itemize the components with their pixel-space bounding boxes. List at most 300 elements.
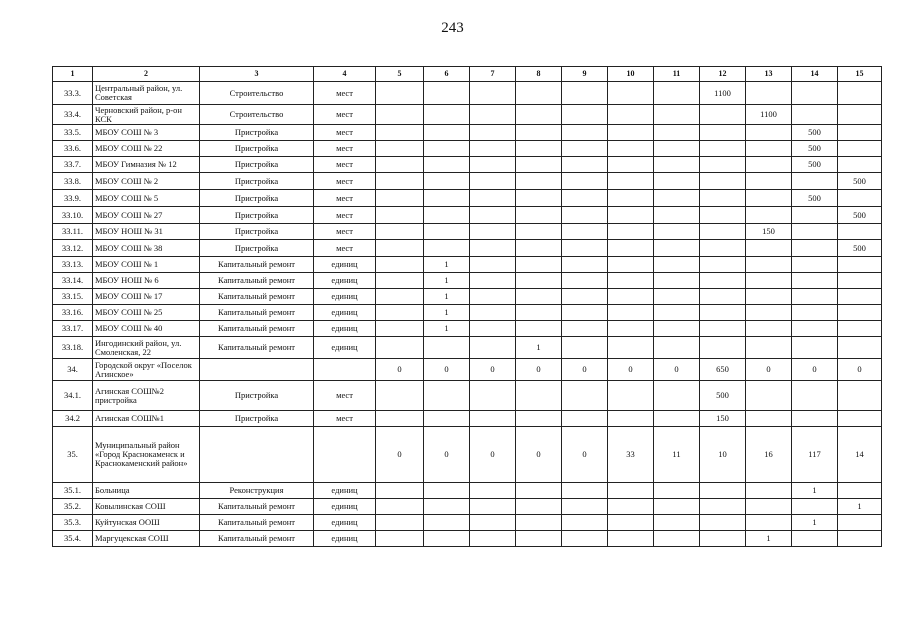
value-cell: 16 [746, 427, 792, 483]
value-cell [608, 105, 654, 125]
value-cell: 500 [838, 173, 882, 190]
table-row [53, 273, 882, 289]
table-row [53, 483, 882, 499]
work-type-cell [200, 427, 314, 483]
column-header: 1 [53, 67, 93, 82]
value-cell [470, 337, 516, 359]
value-cell [700, 173, 746, 190]
value-cell [424, 190, 470, 207]
value-cell: 0 [424, 427, 470, 483]
value-cell [516, 257, 562, 273]
value-cell [562, 305, 608, 321]
value-cell [700, 125, 746, 141]
value-cell [470, 173, 516, 190]
unit-cell: единиц [314, 515, 376, 531]
value-cell [516, 273, 562, 289]
row-number-cell: 34.1. [53, 381, 93, 411]
object-name-cell: Маргуцекская СОШ [93, 531, 200, 547]
value-cell [470, 125, 516, 141]
value-cell [654, 531, 700, 547]
value-cell: 1 [424, 257, 470, 273]
value-cell [838, 224, 882, 240]
table-row [53, 337, 882, 359]
object-name-cell: МБОУ НОШ № 6 [93, 273, 200, 289]
value-cell [700, 321, 746, 337]
value-cell [470, 411, 516, 427]
value-cell [746, 257, 792, 273]
value-cell [376, 141, 424, 157]
value-cell [562, 240, 608, 257]
value-cell [700, 240, 746, 257]
value-cell [746, 240, 792, 257]
table-row [53, 305, 882, 321]
value-cell [608, 515, 654, 531]
value-cell [838, 157, 882, 173]
value-cell [608, 141, 654, 157]
value-cell [654, 411, 700, 427]
work-type-cell: Пристройка [200, 141, 314, 157]
value-cell [700, 157, 746, 173]
value-cell [376, 321, 424, 337]
value-cell [562, 381, 608, 411]
unit-cell: единиц [314, 499, 376, 515]
row-number-cell: 33.6. [53, 141, 93, 157]
value-cell [562, 190, 608, 207]
column-header: 4 [314, 67, 376, 82]
value-cell: 1 [424, 289, 470, 305]
value-cell [608, 173, 654, 190]
value-cell: 1 [746, 531, 792, 547]
object-name-cell: МБОУ СОШ № 2 [93, 173, 200, 190]
value-cell [424, 82, 470, 105]
object-name-cell: Центральный район, ул. Советская [93, 82, 200, 105]
work-type-cell: Капитальный ремонт [200, 531, 314, 547]
value-cell: 14 [838, 427, 882, 483]
value-cell [746, 207, 792, 224]
work-type-cell: Строительство [200, 82, 314, 105]
object-name-cell: МБОУ СОШ № 3 [93, 125, 200, 141]
value-cell [608, 190, 654, 207]
value-cell [792, 531, 838, 547]
value-cell [654, 190, 700, 207]
value-cell [562, 531, 608, 547]
value-cell [700, 207, 746, 224]
value-cell [562, 173, 608, 190]
value-cell [470, 190, 516, 207]
work-type-cell: Пристройка [200, 224, 314, 240]
value-cell [838, 515, 882, 531]
value-cell [470, 321, 516, 337]
value-cell: 0 [838, 359, 882, 381]
value-cell: 150 [746, 224, 792, 240]
value-cell [516, 531, 562, 547]
column-header: 8 [516, 67, 562, 82]
value-cell: 500 [792, 141, 838, 157]
value-cell [470, 531, 516, 547]
table-row [53, 411, 882, 427]
value-cell [746, 190, 792, 207]
value-cell [792, 224, 838, 240]
value-cell [746, 499, 792, 515]
unit-cell: мест [314, 157, 376, 173]
work-type-cell: Капитальный ремонт [200, 289, 314, 305]
value-cell [746, 273, 792, 289]
value-cell [516, 411, 562, 427]
value-cell [838, 411, 882, 427]
object-name-cell: МБОУ СОШ № 22 [93, 141, 200, 157]
object-name-cell: Муниципальный район «Город Краснокаменск и Краснокаменский район» [93, 427, 200, 483]
value-cell [792, 257, 838, 273]
object-name-cell: Агинская СОШ№1 [93, 411, 200, 427]
value-cell [608, 381, 654, 411]
work-type-cell: Капитальный ремонт [200, 257, 314, 273]
value-cell: 150 [700, 411, 746, 427]
value-cell [792, 499, 838, 515]
value-cell [654, 499, 700, 515]
value-cell [700, 515, 746, 531]
value-cell [838, 289, 882, 305]
value-cell [516, 499, 562, 515]
value-cell [792, 411, 838, 427]
value-cell [562, 125, 608, 141]
row-number-cell: 33.15. [53, 289, 93, 305]
table-row [53, 257, 882, 273]
row-number-cell: 33.13. [53, 257, 93, 273]
value-cell [654, 125, 700, 141]
value-cell [424, 173, 470, 190]
work-type-cell: Капитальный ремонт [200, 321, 314, 337]
work-type-cell: Капитальный ремонт [200, 273, 314, 289]
value-cell [838, 531, 882, 547]
value-cell: 0 [746, 359, 792, 381]
value-cell [838, 381, 882, 411]
value-cell: 0 [608, 359, 654, 381]
value-cell [654, 105, 700, 125]
value-cell [654, 273, 700, 289]
value-cell [792, 240, 838, 257]
value-cell [516, 483, 562, 499]
value-cell [424, 141, 470, 157]
value-cell [654, 483, 700, 499]
value-cell [746, 515, 792, 531]
value-cell [562, 157, 608, 173]
value-cell: 11 [654, 427, 700, 483]
table-row [53, 157, 882, 173]
table-row [53, 499, 882, 515]
header-row [53, 67, 882, 82]
value-cell [516, 82, 562, 105]
value-cell: 10 [700, 427, 746, 483]
value-cell [376, 531, 424, 547]
object-name-cell: МБОУ СОШ № 27 [93, 207, 200, 224]
value-cell [470, 105, 516, 125]
value-cell [516, 381, 562, 411]
value-cell [700, 305, 746, 321]
value-cell [516, 305, 562, 321]
object-name-cell: Ингодинский район, ул. Смоленская, 22 [93, 337, 200, 359]
value-cell [746, 289, 792, 305]
value-cell [654, 224, 700, 240]
work-type-cell: Строительство [200, 105, 314, 125]
column-header: 7 [470, 67, 516, 82]
value-cell [376, 157, 424, 173]
value-cell [838, 190, 882, 207]
value-cell [700, 337, 746, 359]
value-cell [608, 289, 654, 305]
value-cell [838, 141, 882, 157]
value-cell: 1 [792, 515, 838, 531]
value-cell [470, 224, 516, 240]
value-cell [746, 381, 792, 411]
value-cell [608, 483, 654, 499]
value-cell [700, 273, 746, 289]
row-number-cell: 33.12. [53, 240, 93, 257]
value-cell [376, 173, 424, 190]
value-cell [516, 515, 562, 531]
value-cell [562, 411, 608, 427]
value-cell [838, 321, 882, 337]
value-cell [470, 240, 516, 257]
value-cell [746, 337, 792, 359]
unit-cell: мест [314, 173, 376, 190]
value-cell [470, 207, 516, 224]
table-row [53, 359, 882, 381]
unit-cell: мест [314, 82, 376, 105]
value-cell [424, 381, 470, 411]
value-cell [792, 105, 838, 125]
table-row [53, 190, 882, 207]
column-header: 3 [200, 67, 314, 82]
table-row [53, 240, 882, 257]
unit-cell: мест [314, 381, 376, 411]
unit-cell: мест [314, 207, 376, 224]
value-cell [470, 141, 516, 157]
value-cell [792, 305, 838, 321]
unit-cell: единиц [314, 321, 376, 337]
row-number-cell: 33.4. [53, 105, 93, 125]
row-number-cell: 33.10. [53, 207, 93, 224]
value-cell [700, 531, 746, 547]
value-cell [516, 141, 562, 157]
unit-cell: мест [314, 190, 376, 207]
value-cell [424, 411, 470, 427]
value-cell [562, 321, 608, 337]
value-cell [376, 190, 424, 207]
value-cell: 500 [792, 125, 838, 141]
value-cell [424, 240, 470, 257]
table-row [53, 82, 882, 105]
value-cell [700, 257, 746, 273]
column-header: 5 [376, 67, 424, 82]
unit-cell: мест [314, 105, 376, 125]
value-cell: 0 [654, 359, 700, 381]
value-cell: 0 [516, 427, 562, 483]
value-cell [654, 257, 700, 273]
table-row [53, 289, 882, 305]
value-cell [516, 173, 562, 190]
value-cell [516, 190, 562, 207]
value-cell: 1 [838, 499, 882, 515]
value-cell: 0 [424, 359, 470, 381]
object-name-cell: МБОУ СОШ № 17 [93, 289, 200, 305]
unit-cell [314, 359, 376, 381]
value-cell [700, 141, 746, 157]
value-cell [562, 207, 608, 224]
value-cell [792, 273, 838, 289]
value-cell: 1 [424, 273, 470, 289]
object-name-cell: Ковылинская СОШ [93, 499, 200, 515]
value-cell [562, 483, 608, 499]
value-cell [700, 483, 746, 499]
value-cell [470, 305, 516, 321]
value-cell [376, 240, 424, 257]
row-number-cell: 33.16. [53, 305, 93, 321]
unit-cell: мест [314, 125, 376, 141]
value-cell [838, 305, 882, 321]
value-cell [424, 207, 470, 224]
value-cell [424, 157, 470, 173]
value-cell [562, 224, 608, 240]
value-cell [424, 531, 470, 547]
value-cell [792, 321, 838, 337]
value-cell [376, 273, 424, 289]
value-cell [838, 82, 882, 105]
value-cell [608, 305, 654, 321]
unit-cell: единиц [314, 483, 376, 499]
unit-cell: единиц [314, 257, 376, 273]
work-type-cell: Пристройка [200, 240, 314, 257]
value-cell [424, 515, 470, 531]
object-name-cell: МБОУ СОШ № 5 [93, 190, 200, 207]
value-cell [792, 173, 838, 190]
value-cell: 0 [562, 427, 608, 483]
object-name-cell: МБОУ СОШ № 38 [93, 240, 200, 257]
table-row [53, 125, 882, 141]
value-cell [376, 499, 424, 515]
value-cell: 500 [792, 157, 838, 173]
column-header: 2 [93, 67, 200, 82]
value-cell [838, 105, 882, 125]
value-cell [424, 224, 470, 240]
value-cell [746, 173, 792, 190]
value-cell [470, 273, 516, 289]
value-cell [562, 515, 608, 531]
value-cell [838, 125, 882, 141]
value-cell: 500 [792, 190, 838, 207]
value-cell [608, 125, 654, 141]
work-type-cell: Капитальный ремонт [200, 499, 314, 515]
value-cell [376, 224, 424, 240]
work-type-cell: Пристройка [200, 173, 314, 190]
value-cell [562, 337, 608, 359]
row-number-cell: 35. [53, 427, 93, 483]
row-number-cell: 33.18. [53, 337, 93, 359]
value-cell [608, 531, 654, 547]
row-number-cell: 33.17. [53, 321, 93, 337]
page-number: 243 [441, 20, 464, 36]
value-cell [654, 240, 700, 257]
value-cell [838, 337, 882, 359]
unit-cell: единиц [314, 273, 376, 289]
value-cell: 650 [700, 359, 746, 381]
unit-cell: мест [314, 411, 376, 427]
value-cell [470, 515, 516, 531]
object-name-cell: МБОУ Гимназия № 12 [93, 157, 200, 173]
value-cell [792, 289, 838, 305]
value-cell [746, 141, 792, 157]
row-number-cell: 35.3. [53, 515, 93, 531]
work-type-cell: Пристройка [200, 157, 314, 173]
value-cell: 1 [516, 337, 562, 359]
value-cell [792, 82, 838, 105]
value-cell [792, 337, 838, 359]
value-cell [376, 381, 424, 411]
value-cell [562, 499, 608, 515]
value-cell [516, 321, 562, 337]
value-cell [700, 190, 746, 207]
value-cell [654, 515, 700, 531]
value-cell [654, 289, 700, 305]
value-cell [700, 289, 746, 305]
column-header: 12 [700, 67, 746, 82]
object-name-cell: МБОУ НОШ № 31 [93, 224, 200, 240]
value-cell [376, 483, 424, 499]
value-cell: 500 [838, 207, 882, 224]
row-number-cell: 33.5. [53, 125, 93, 141]
unit-cell: мест [314, 224, 376, 240]
value-cell [608, 499, 654, 515]
object-name-cell: МБОУ СОШ № 25 [93, 305, 200, 321]
table-row [53, 427, 882, 483]
row-number-cell: 35.4. [53, 531, 93, 547]
row-number-cell: 33.3. [53, 82, 93, 105]
value-cell [470, 257, 516, 273]
value-cell [470, 381, 516, 411]
value-cell [376, 82, 424, 105]
table-row [53, 141, 882, 157]
value-cell [470, 499, 516, 515]
work-type-cell: Пристройка [200, 411, 314, 427]
unit-cell: единиц [314, 289, 376, 305]
data-table [52, 66, 882, 547]
row-number-cell: 34. [53, 359, 93, 381]
value-cell [376, 411, 424, 427]
value-cell [608, 257, 654, 273]
object-name-cell: Больница [93, 483, 200, 499]
table-row [53, 321, 882, 337]
value-cell [516, 157, 562, 173]
value-cell [654, 173, 700, 190]
column-header: 10 [608, 67, 654, 82]
value-cell: 1100 [746, 105, 792, 125]
value-cell [746, 411, 792, 427]
value-cell [700, 224, 746, 240]
work-type-cell: Капитальный ремонт [200, 337, 314, 359]
value-cell [838, 273, 882, 289]
value-cell [608, 411, 654, 427]
value-cell [424, 105, 470, 125]
value-cell: 0 [376, 359, 424, 381]
value-cell [424, 337, 470, 359]
row-number-cell: 35.1. [53, 483, 93, 499]
value-cell [470, 483, 516, 499]
value-cell [562, 273, 608, 289]
value-cell [516, 224, 562, 240]
value-cell [376, 207, 424, 224]
value-cell [608, 337, 654, 359]
value-cell [562, 257, 608, 273]
object-name-cell: Куйтунская ООШ [93, 515, 200, 531]
